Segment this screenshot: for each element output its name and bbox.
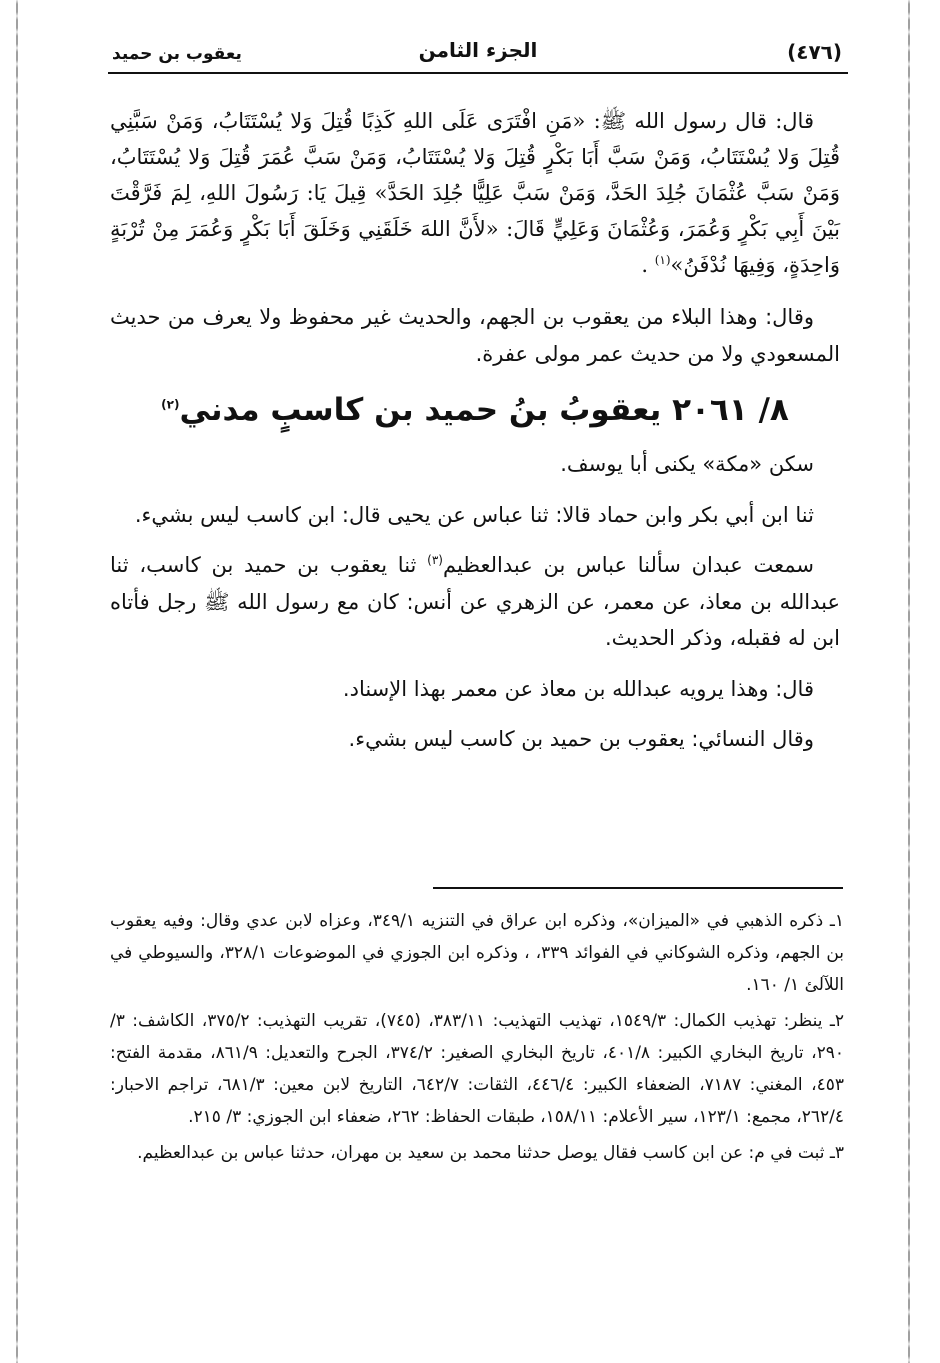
running-title: يعقوب بن حميد [112,44,242,64]
paragraph-sakan: سكن «مكة» يكنى أبا يوسف. [560,452,814,476]
page-number: (٤٧٦) [787,40,842,64]
footnotes [110,905,844,1173]
paragraph-abdan [110,547,840,657]
footnote-3: ٣ـ ثبت في م: عن ابن كاسب فقال يوصل حدثنا محمد بن سعيد بن مهران، حدثنا عباس بن عبدالعظيم. [137,1143,844,1163]
footnote-separator [433,887,843,889]
entry-title [110,386,840,434]
abdan-text-before: سمعت عبدان سألنا عباس بن عبدالعظيم [442,553,814,577]
hadith-text: قال: قال رسول الله ﷺ: «مَنِ افْتَرَى عَلَى اللهِ كَذِبًا قُتِلَ وَلا يُسْتَتَابُ، وَمَنْ سَبَّنِي قُتِلَ وَلا يُسْتَتَابُ، وَمَنْ سَبَّ أَبَا بَكْرٍ قُتِلَ وَلا يُسْتَتَابُ، وَمَنْ سَبَّ عُمَرَ قُتِلَ وَلا يُسْتَتَابُ، وَمَنْ سَبَّ عُثْمَانَ جُلِدَ الحَدَّ، وَمَنْ سَبَّ عَلِيًّا جُلِدَ الحَدَّ» قِيلَ يَا: رَسُولَ اللهِ، لِمَ فَرَّقْتَ بَيْنَ أَبِي بَكْرٍ وَعُمَرَ، وَعُثْمَانَ وَعَلِيٍّ قَالَ: «لأَنَّ اللهَ خَلَقَنِي وَخَلَقَ أَبَا بَكْرٍ وَعُمَرَ مِنْ تُرْبَةٍ وَاحِدَةٍ، وَفِيهَا نُدْفَنُ» [110,109,840,277]
page-edge-dots-right [908,0,910,1363]
footnote-2: ٢ـ ينظر: تهذيب الكمال: ١٥٤٩/٣، تهذيب التهذيب: ٣٨٣/١١، (٧٤٥)، تقريب التهذيب: ٣٧٥/٢، الكاشف: ٣/ ٢٩٠، تاريخ البخاري الكبير: ٤٠١/٨، تاريخ البخاري الصغير: ٣٧٤/٢، الجرح والتعديل: ٨٦١/٩، مقدمة الفتح: ٤٥٣، المغني: ٧١٨٧، الضعفاء الكبير: ٤٤٦/٤، الثقات: ٦٤٢/٧، التاريخ لابن معين: ٦٨١/٣، تراجم الاحبار: ٢٦٢/٤، مجمع: ١٢٣/١، سير الأعلام: ١٥٨/١١، طبقات الحفاظ: ٢٦٢، ضعفاء ابن الجوزي: ٣/ ٢١٥. [110,1011,845,1127]
footnote-ref-2: (٢) [161,397,180,412]
paragraph-nasai: وقال النسائي: يعقوب بن حميد بن كاسب ليس بشيء. [348,727,814,751]
page-header [108,36,848,74]
paragraph-ibn-abi-bakr: ثنا ابن أبي بكر وابن حماد قالا: ثنا عباس عن يحيى قال: ابن كاسب ليس بشيء. [134,502,814,527]
footnote-1: ١ـ ذكره الذهبي في «الميزان»، وذكره ابن عراق في التنزيه ٣٤٩/١، وعزاه لابن عدي وقال: وفيه يعقوب بن الجهم، وذكره الشوكاني في الفوائد ٣٣٩، ، وذكره ابن الجوزي في الموضوعات ٣٢٨/١، والسيوطي في اللآلئ ١/ ١٦٠. [110,911,844,995]
hadith-paragraph [110,103,840,283]
paragraph-qala: قال: وهذا يرويه عبدالله بن معاذ عن معمر بهذا الإسناد. [342,676,814,701]
hadith-end: . [641,253,655,277]
main-text [110,103,840,758]
footnote-ref-1: (١) [654,253,671,267]
page-edge-dots-left [16,0,18,1363]
comment-paragraph: وقال: وهذا البلاء من يعقوب بن الجهم، والحديث غير محفوظ ولا يعرف من حديث المسعودي ولا من حديث عمر مولى عفرة. [110,305,840,366]
footnote-ref-3: (٣) [427,553,443,567]
abdan-text-after: ثنا يعقوب بن حميد بن كاسب، ثنا عبدالله بن معاذ، عن معمر، عن الزهري عن أنس: كان مع رسول الله ﷺ رجل فأتاه ابن له فقبله، وذكر الحديث. [110,553,840,650]
part-title: الجزء الثامن [418,38,538,62]
entry-title-text: ٨/ ٢٠٦١ يعقوبُ بنُ حميد بن كاسبٍ مدني [179,392,789,428]
